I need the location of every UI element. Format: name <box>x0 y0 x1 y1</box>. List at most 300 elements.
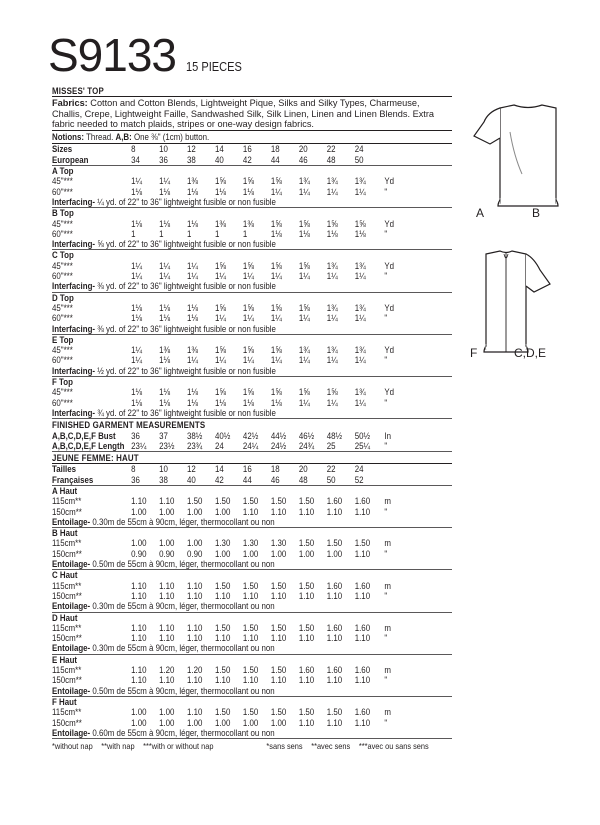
unit: Yd <box>384 345 395 356</box>
cell-value: 1⅛ <box>131 387 143 398</box>
cell-value: 1.10 <box>270 675 287 686</box>
cell-value: 1.50 <box>270 622 287 633</box>
unit: " <box>384 186 388 197</box>
cell-value: 1.50 <box>242 707 259 718</box>
cell-value: 16 <box>242 464 252 475</box>
cell-value: 1⅛ <box>214 397 226 408</box>
cell-value: 1¾ <box>354 260 366 271</box>
unit: Yd <box>384 218 395 229</box>
cell-value: 1.10 <box>131 580 147 591</box>
finished-measurement-row <box>52 431 451 441</box>
interfacing-note: Interfacing- ½ yd. of 22" to 36" lightweight fusible or non fusible <box>52 365 276 376</box>
cell-value: 24 <box>214 440 224 451</box>
cell-value: 1.10 <box>354 633 371 644</box>
row-label: Tailles <box>52 464 77 475</box>
cell-value: 1.10 <box>131 622 147 633</box>
back-view-illustration <box>470 250 580 365</box>
cell-value: 1⅝ <box>270 218 282 229</box>
cell-value: 1.60 <box>326 496 343 507</box>
cell-value: 1⅛ <box>187 397 199 408</box>
cell-value: 24 <box>354 464 364 475</box>
row-label: 115cm** <box>52 538 82 549</box>
cell-value: 1.60 <box>298 665 315 676</box>
cell-value: 1.50 <box>270 580 287 591</box>
cell-value: 1.10 <box>131 633 147 644</box>
cell-value: 1.10 <box>187 590 203 601</box>
view-heading: F Top <box>52 377 73 388</box>
cell-value: 1⅛ <box>354 228 366 239</box>
metrage-row <box>52 591 451 601</box>
cell-value: 1⅝ <box>214 387 226 398</box>
cell-value: 1¼ <box>354 313 366 324</box>
cell-value: 1⅝ <box>214 302 226 313</box>
cell-value: 1¾ <box>354 176 366 187</box>
cell-value: 1⅝ <box>270 345 282 356</box>
cell-value: 1.10 <box>159 590 175 601</box>
cell-value: 24¼ <box>242 440 259 451</box>
cell-value: 1¼ <box>159 176 171 187</box>
cell-value: 1¼ <box>354 186 366 197</box>
unit: " <box>384 717 388 728</box>
cell-value: 1⅜ <box>242 218 254 229</box>
row-label: 60"*** <box>52 397 73 408</box>
cell-value: 1⅛ <box>187 387 199 398</box>
cell-value: 1.50 <box>326 707 343 718</box>
cell-value: 1.10 <box>270 633 287 644</box>
cell-value: 1¼ <box>270 271 282 282</box>
cell-value: 1⅛ <box>187 218 199 229</box>
cell-value: 1⅛ <box>159 302 171 313</box>
tailles-row <box>52 464 451 474</box>
european-sizes-row <box>52 155 451 165</box>
view-label-a: A <box>476 206 485 220</box>
cell-value: 1¼ <box>354 271 366 282</box>
row-label: 60"*** <box>52 186 73 197</box>
metrage-row <box>52 581 451 591</box>
unit: " <box>384 440 388 451</box>
row-label: 115cm** <box>52 707 82 718</box>
cell-value: 44 <box>270 154 280 165</box>
row-label: 45"*** <box>52 218 73 229</box>
cell-value: 38½ <box>187 430 203 441</box>
cell-value: 1¾ <box>326 345 338 356</box>
cell-value: 1.00 <box>131 707 147 718</box>
cell-value: 1.00 <box>159 538 175 549</box>
cell-value: 1¼ <box>159 271 171 282</box>
metrage-row <box>52 507 451 517</box>
cell-value: 1¼ <box>270 186 282 197</box>
cell-value: 1¼ <box>131 176 143 187</box>
cell-value: 1.10 <box>159 675 175 686</box>
cell-value: 1.00 <box>159 506 175 517</box>
cell-value: 0.90 <box>187 548 203 559</box>
cell-value: 14 <box>214 144 224 155</box>
cell-value: 1¼ <box>131 355 143 366</box>
cell-value: 1¼ <box>187 271 199 282</box>
cell-value: 1.10 <box>298 590 315 601</box>
unit <box>383 475 397 485</box>
yardage-chart <box>52 85 452 751</box>
cell-value: 0.90 <box>159 548 175 559</box>
cell-value: 1.10 <box>354 590 371 601</box>
cell-value: 1.10 <box>298 633 315 644</box>
cell-value: 10 <box>159 464 168 475</box>
front-view-illustration <box>470 100 580 220</box>
cell-value: 8 <box>131 144 136 155</box>
row-label: A,B,C,D,E,F Length <box>52 440 125 451</box>
cell-value: 1⅝ <box>214 260 226 271</box>
top-front-drawing-icon <box>470 100 580 215</box>
unit <box>383 464 397 474</box>
cell-value: 1.10 <box>159 622 175 633</box>
unit: Yd <box>384 260 395 271</box>
cell-value: 1⅝ <box>242 176 254 187</box>
cell-value: 23¾ <box>187 440 203 451</box>
unit: Yd <box>384 302 395 313</box>
cell-value: 44 <box>242 474 252 485</box>
section-title-french: JEUNE FEMME: HAUT <box>52 453 139 464</box>
cell-value: 1¼ <box>354 355 366 366</box>
sizes-row <box>52 144 451 154</box>
cell-value: 37 <box>159 430 168 441</box>
row-label: 45"*** <box>52 345 73 356</box>
yardage-row <box>52 345 451 355</box>
cell-value: 1⅝ <box>242 260 254 271</box>
unit: " <box>384 313 388 324</box>
cell-value: 1.60 <box>354 580 371 591</box>
cell-value: 25 <box>326 440 336 451</box>
cell-value: 1¼ <box>214 271 226 282</box>
cell-value: 1⅝ <box>326 387 338 398</box>
cell-value: 1⅜ <box>214 218 226 229</box>
cell-value: 1¼ <box>270 355 282 366</box>
cell-value: 12 <box>187 144 196 155</box>
cell-value: 1.20 <box>187 665 203 676</box>
cell-value: 1.00 <box>159 717 175 728</box>
row-label: 150cm** <box>52 548 82 559</box>
metrage-row <box>52 623 451 633</box>
cell-value: 1⅛ <box>159 355 171 366</box>
legend-fr: **avec sens <box>311 741 351 752</box>
cell-value: 1¼ <box>214 355 226 366</box>
cell-value: 1.10 <box>159 496 175 507</box>
cell-value: 42 <box>214 474 224 485</box>
cell-value: 1.50 <box>270 665 287 676</box>
yardage-row <box>52 387 451 397</box>
cell-value: 1⅝ <box>354 218 366 229</box>
legend-en: **with nap <box>101 741 135 752</box>
cell-value: 1.00 <box>159 707 175 718</box>
cell-value: 1¼ <box>187 260 199 271</box>
cell-value: 1.20 <box>159 665 175 676</box>
view-heading: F Haut <box>52 696 77 707</box>
cell-value: 1⅝ <box>242 302 254 313</box>
cell-value: 1⅝ <box>214 345 226 356</box>
cell-value: 1 <box>214 228 220 239</box>
entoilage-note: Entoilage- 0.30m de 55cm à 90cm, léger, thermocollant ou non <box>52 643 275 654</box>
row-label: 150cm** <box>52 633 82 644</box>
view-label-cde: C,D,E <box>514 346 547 360</box>
nap-legend <box>52 739 437 751</box>
cell-value: 1.10 <box>187 622 203 633</box>
cell-value: 20 <box>298 464 308 475</box>
cell-value: 12 <box>187 464 196 475</box>
cell-value: 18 <box>270 144 280 155</box>
row-label: 60"*** <box>52 271 73 282</box>
cell-value: 1.60 <box>354 665 371 676</box>
cell-value: 1.50 <box>214 707 231 718</box>
view-heading: C Top <box>52 250 74 261</box>
cell-value: 1.10 <box>187 580 203 591</box>
legend-en: *without nap <box>52 741 93 752</box>
cell-value: 1.50 <box>354 538 371 549</box>
cell-value: 1.10 <box>214 590 231 601</box>
cell-value: 1⅛ <box>159 186 171 197</box>
cell-value: 1.60 <box>326 665 343 676</box>
row-label: 45"*** <box>52 260 73 271</box>
cell-value: 1.50 <box>298 580 315 591</box>
legend-fr: ***avec ou sans sens <box>358 741 429 752</box>
cell-value: 1.10 <box>159 633 175 644</box>
cell-value: 1¼ <box>242 355 254 366</box>
cell-value: 1¼ <box>298 355 310 366</box>
cell-value: 25¼ <box>354 440 371 451</box>
cell-value: 1⅛ <box>131 218 143 229</box>
cell-value: 1⅛ <box>270 397 282 408</box>
pieces-count: 15 PIECES <box>186 59 242 74</box>
metrage-row <box>52 718 451 728</box>
cell-value: 1.50 <box>242 496 259 507</box>
row-label: 60"*** <box>52 355 73 366</box>
cell-value: 1¼ <box>326 397 338 408</box>
cell-value: 1.00 <box>214 717 231 728</box>
view-heading: B Haut <box>52 528 78 539</box>
cell-value: 1.60 <box>354 496 371 507</box>
cell-value: 44½ <box>270 430 287 441</box>
cell-value: 1¾ <box>326 176 338 187</box>
cell-value: 1⅝ <box>242 387 254 398</box>
cell-value: 1.10 <box>354 506 371 517</box>
cell-value: 1.10 <box>326 633 343 644</box>
cell-value: 50 <box>354 154 364 165</box>
cell-value: 36 <box>131 430 140 441</box>
row-label: 115cm** <box>52 622 82 633</box>
view-label-f: F <box>470 346 478 360</box>
entoilage-note: Entoilage- 0.50m de 55cm à 90cm, léger, thermocollant ou non <box>52 559 275 570</box>
finished-measurements-title: FINISHED GARMENT MEASUREMENTS <box>52 420 206 431</box>
cell-value: 1.10 <box>326 506 343 517</box>
cell-value: 1⅝ <box>298 260 310 271</box>
cell-value: 1¾ <box>298 176 310 187</box>
cell-value: 22 <box>326 144 336 155</box>
row-label: 150cm** <box>52 675 82 686</box>
interfacing-note: Interfacing- ¼ yd. of 22" to 36" lightweight fusible or non fusible <box>52 196 276 207</box>
cell-value: 23¼ <box>131 440 147 451</box>
cell-value: 16 <box>242 144 252 155</box>
cell-value: 1.50 <box>326 538 343 549</box>
unit: " <box>384 675 388 686</box>
cell-value: 50½ <box>354 430 371 441</box>
cell-value: 1.50 <box>270 707 287 718</box>
pattern-header <box>48 29 252 81</box>
cell-value: 1⅝ <box>298 218 310 229</box>
cell-value: 1.00 <box>131 506 147 517</box>
cell-value: 46 <box>270 474 280 485</box>
cell-value: 1.50 <box>242 622 259 633</box>
yardage-row <box>52 261 451 271</box>
row-label: Sizes <box>52 144 73 155</box>
view-heading: D Haut <box>52 612 78 623</box>
cell-value: 48½ <box>326 430 343 441</box>
interfacing-note: Interfacing- ⅝ yd. of 22" to 36" lightweight fusible or non fusible <box>52 239 276 250</box>
cell-value: 1¾ <box>354 345 366 356</box>
unit <box>383 144 397 154</box>
cell-value: 1.10 <box>298 717 315 728</box>
cell-value: 1.10 <box>242 506 259 517</box>
cell-value: 1.00 <box>131 717 147 728</box>
view-heading: D Top <box>52 292 74 303</box>
metrage-row <box>52 496 451 506</box>
cell-value: 1⅛ <box>242 186 254 197</box>
cell-value: 1⅝ <box>214 176 226 187</box>
cell-value: 1¼ <box>131 345 143 356</box>
cell-value: 1.00 <box>298 548 315 559</box>
cell-value: 1⅛ <box>131 302 143 313</box>
view-heading: E Haut <box>52 654 78 665</box>
cell-value: 24¾ <box>298 440 315 451</box>
cell-value: 1.10 <box>242 590 259 601</box>
cell-value: 40 <box>187 474 196 485</box>
cell-value: 1¾ <box>298 345 310 356</box>
cell-value: 1.10 <box>326 675 343 686</box>
unit: " <box>384 271 388 282</box>
cell-value: 1⅛ <box>214 186 226 197</box>
row-label: 150cm** <box>52 506 82 517</box>
cell-value: 10 <box>159 144 168 155</box>
cell-value: 40½ <box>214 430 231 441</box>
cell-value: 1.00 <box>242 717 259 728</box>
cell-value: 1.10 <box>270 590 287 601</box>
unit: Yd <box>384 176 395 187</box>
cell-value: 0.90 <box>131 548 147 559</box>
pattern-number: S9133 <box>48 29 177 81</box>
yardage-row <box>52 219 451 229</box>
unit: m <box>384 622 391 633</box>
cell-value: 24 <box>354 144 364 155</box>
row-label: 150cm** <box>52 717 82 728</box>
cell-value: 1.10 <box>354 548 371 559</box>
row-label: 115cm** <box>52 496 82 507</box>
metrage-row <box>52 675 451 685</box>
cell-value: 23½ <box>159 440 175 451</box>
unit: Yd <box>384 387 395 398</box>
cell-value: 1⅛ <box>159 387 171 398</box>
cell-value: 1.10 <box>298 506 315 517</box>
notions-paragraph: Notions: Thread. A,B: One ⅜" (1cm) button. <box>52 132 210 143</box>
cell-value: 1¼ <box>326 271 338 282</box>
cell-value: 1¼ <box>298 313 310 324</box>
unit: " <box>384 397 388 408</box>
cell-value: 1.50 <box>187 496 203 507</box>
cell-value: 46 <box>298 154 308 165</box>
row-label: 115cm** <box>52 580 82 591</box>
yardage-row <box>52 176 451 186</box>
cell-value: 1⅜ <box>187 345 199 356</box>
cell-value: 1.10 <box>242 633 259 644</box>
cell-value: 38 <box>187 154 196 165</box>
cell-value: 1⅜ <box>159 345 171 356</box>
cell-value: 46½ <box>298 430 315 441</box>
cell-value: 1.10 <box>354 675 371 686</box>
cell-value: 1.10 <box>214 633 231 644</box>
interfacing-note: Interfacing- ⅜ yd. of 22" to 36" lightweight fusible or non fusible <box>52 323 276 334</box>
cell-value: 1⅛ <box>326 228 338 239</box>
cell-value: 1¼ <box>242 313 254 324</box>
cell-value: 1.60 <box>354 622 371 633</box>
cell-value: 1.10 <box>159 580 175 591</box>
cell-value: 1⅛ <box>159 313 171 324</box>
cell-value: 1⅛ <box>187 302 199 313</box>
cell-value: 18 <box>270 464 280 475</box>
yardage-row <box>52 271 451 281</box>
unit: " <box>384 590 388 601</box>
entoilage-note: Entoilage- 0.60m de 55cm à 90cm, léger, thermocollant ou non <box>52 727 275 738</box>
cell-value: 52 <box>354 474 364 485</box>
yardage-row <box>52 187 451 197</box>
cell-value: 1¼ <box>326 186 338 197</box>
metrage-row <box>52 549 451 559</box>
cell-value: 36 <box>131 474 140 485</box>
yardage-row <box>52 355 451 365</box>
view-heading: A Top <box>52 166 74 177</box>
metrage-row <box>52 633 451 643</box>
cell-value: 1.50 <box>214 665 231 676</box>
row-label: 150cm** <box>52 590 82 601</box>
yardage-row <box>52 313 451 323</box>
cell-value: 1.10 <box>187 707 203 718</box>
cell-value: 1¾ <box>354 302 366 313</box>
row-label: Françaises <box>52 474 94 485</box>
cell-value: 1¼ <box>242 271 254 282</box>
cell-value: 1⅛ <box>159 218 171 229</box>
metrage-row <box>52 538 451 548</box>
cell-value: 1⅛ <box>131 313 143 324</box>
cell-value: 1¼ <box>270 313 282 324</box>
unit: " <box>384 548 388 559</box>
cell-value: 38 <box>159 474 168 485</box>
cell-value: 1.00 <box>187 717 203 728</box>
cell-value: 1.00 <box>326 548 343 559</box>
cell-value: 1⅛ <box>131 397 143 408</box>
cell-value: 1¼ <box>298 186 310 197</box>
entoilage-note: Entoilage- 0.50m de 55cm à 90cm, léger, thermocollant ou non <box>52 685 275 696</box>
view-label-b: B <box>532 206 541 220</box>
cell-value: 14 <box>214 464 224 475</box>
row-label: 115cm** <box>52 665 82 676</box>
cell-value: 1¼ <box>159 260 171 271</box>
cell-value: 1.30 <box>270 538 287 549</box>
cell-value: 1¼ <box>131 271 143 282</box>
francaises-row <box>52 475 451 485</box>
cell-value: 1.50 <box>270 496 287 507</box>
cell-value: 1.10 <box>298 675 315 686</box>
cell-value: 1⅝ <box>270 260 282 271</box>
cell-value: 1⅛ <box>159 397 171 408</box>
cell-value: 1.50 <box>298 496 315 507</box>
cell-value: 34 <box>131 154 140 165</box>
cell-value: 1⅝ <box>326 218 338 229</box>
cell-value: 1.10 <box>326 590 343 601</box>
